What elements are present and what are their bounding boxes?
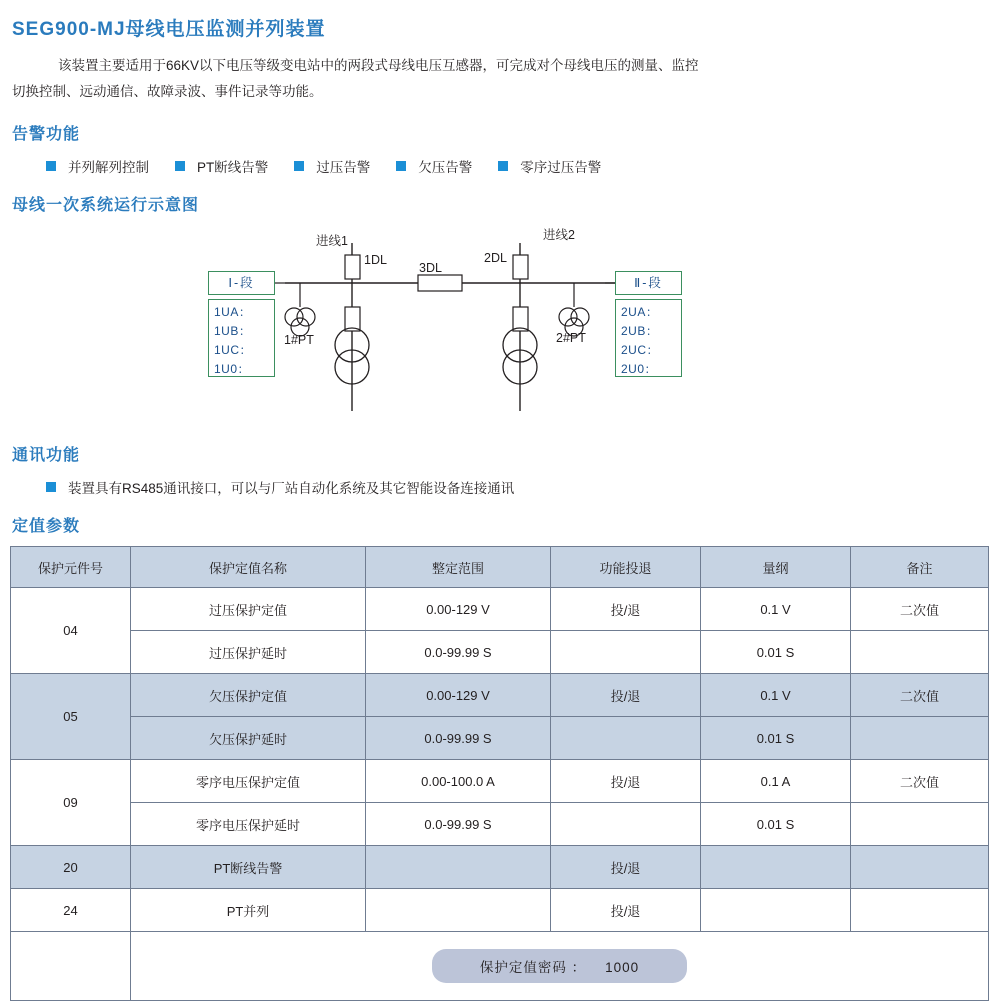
square-bullet-icon	[46, 161, 56, 171]
cell-unit	[701, 846, 851, 889]
cell-note	[851, 803, 989, 846]
alarm-item-4: 零序过压告警	[520, 160, 602, 175]
section-title-params: 定值参数	[12, 518, 81, 535]
th-setting-name: 保护定值名称	[131, 547, 366, 588]
square-bullet-icon	[175, 161, 185, 171]
diagram-label-pt1: 1#PT	[284, 333, 314, 347]
busbar-system-diagram	[0, 221, 1000, 426]
alarm-item-1: PT断线告警	[197, 160, 269, 175]
square-bullet-icon	[396, 161, 406, 171]
cell-range: 0.0-99.99 S	[366, 631, 551, 674]
cell-setting-name: 欠压保护定值	[131, 674, 366, 717]
cell-setting-name: PT断线告警	[131, 846, 366, 889]
cell-range	[366, 846, 551, 889]
cell-note	[851, 717, 989, 760]
cell-component-no: 24	[11, 889, 131, 932]
diagram-label-1dl: 1DL	[364, 253, 387, 267]
th-function: 功能投退	[551, 547, 701, 588]
cell-setting-name: 过压保护延时	[131, 631, 366, 674]
cell-note: 二次值	[851, 760, 989, 803]
cell-setting-name: PT并列	[131, 889, 366, 932]
cell-function: 投/退	[551, 588, 701, 631]
intro-line-1: 该装置主要适用于66KV以下电压等级变电站中的两段式母线电压互感器，可完成对个母线电压的测量、监控	[58, 58, 699, 73]
comm-feature-list	[10, 477, 990, 497]
intro-line-2: 切换控制、远动通信、故障录波、事件记录等功能。	[12, 84, 323, 99]
cell-component-no: 20	[11, 846, 131, 889]
cell-unit: 0.1 A	[701, 760, 851, 803]
password-cell	[131, 932, 989, 1001]
table-row	[11, 846, 989, 889]
cell-unit: 0.1 V	[701, 674, 851, 717]
diagram-segment-1: Ⅰ-段	[208, 271, 275, 295]
table-row	[11, 631, 989, 674]
cell-component-no: 09	[11, 760, 131, 846]
parameters-table	[10, 546, 989, 1001]
diagram-segment-2: Ⅱ-段	[615, 271, 682, 295]
diagram-label-incoming1: 进线1	[316, 234, 348, 248]
comm-item-0: 装置具有RS485通讯接口，可以与厂站自动化系统及其它智能设备连接通讯	[68, 481, 515, 496]
page-title: SEG900-MJ母线电压监测并列装置	[12, 19, 326, 40]
cell-range: 0.00-100.0 A	[366, 760, 551, 803]
cell-function	[551, 717, 701, 760]
right-value-2: 2UC：	[621, 343, 660, 357]
cell-function: 投/退	[551, 674, 701, 717]
cell-setting-name: 零序电压保护延时	[131, 803, 366, 846]
alarm-item-3: 欠压告警	[418, 160, 473, 175]
right-value-3: 2U0：	[621, 362, 658, 376]
th-note: 备注	[851, 547, 989, 588]
right-value-0: 2UA：	[621, 305, 659, 319]
left-value-2: 1UC：	[214, 343, 253, 357]
password-label: 保护定值密码 ：	[479, 960, 587, 975]
square-bullet-icon	[498, 161, 508, 171]
table-header-row	[11, 547, 989, 588]
cell-setting-name: 欠压保护延时	[131, 717, 366, 760]
cell-component-no: 04	[11, 588, 131, 674]
diagram-right-values	[621, 303, 659, 379]
square-bullet-icon	[294, 161, 304, 171]
cell-function: 投/退	[551, 846, 701, 889]
alarm-feature-list	[10, 156, 990, 176]
cell-unit: 0.01 S	[701, 717, 851, 760]
cell-note	[851, 846, 989, 889]
diagram-label-pt2: 2#PT	[556, 331, 586, 345]
cell-range	[366, 889, 551, 932]
cell-function: 投/退	[551, 760, 701, 803]
th-component-no: 保护元件号	[11, 547, 131, 588]
cell-note: 二次值	[851, 674, 989, 717]
table-footer-row	[11, 932, 989, 1001]
cell-unit	[701, 889, 851, 932]
table-row	[11, 760, 989, 803]
table-row	[11, 674, 989, 717]
diagram-label-2dl: 2DL	[484, 251, 507, 265]
left-value-3: 1U0：	[214, 362, 251, 376]
square-bullet-icon	[46, 482, 56, 492]
cell-note: 二次值	[851, 588, 989, 631]
diagram-label-3dl: 3DL	[419, 261, 442, 275]
cell-range: 0.00-129 V	[366, 588, 551, 631]
password-value: 1000	[605, 960, 640, 975]
table-row	[11, 717, 989, 760]
diagram-label-incoming2: 进线2	[543, 228, 575, 242]
intro-paragraph	[10, 53, 990, 105]
cell-function	[551, 803, 701, 846]
section-title-alarm: 告警功能	[12, 126, 81, 143]
cell-unit: 0.01 S	[701, 803, 851, 846]
th-range: 整定范围	[366, 547, 551, 588]
cell-function	[551, 631, 701, 674]
alarm-item-2: 过压告警	[316, 160, 371, 175]
cell-footer-blank	[11, 932, 131, 1001]
password-pill[interactable]	[432, 949, 687, 983]
diagram-left-values	[214, 303, 252, 379]
cell-unit: 0.1 V	[701, 588, 851, 631]
cell-setting-name: 过压保护定值	[131, 588, 366, 631]
cell-function: 投/退	[551, 889, 701, 932]
alarm-item-0: 并列解列控制	[68, 160, 149, 175]
cell-unit: 0.01 S	[701, 631, 851, 674]
cell-note	[851, 889, 989, 932]
cell-component-no: 05	[11, 674, 131, 760]
left-value-1: 1UB：	[214, 324, 252, 338]
cell-range: 0.0-99.99 S	[366, 803, 551, 846]
cell-setting-name: 零序电压保护定值	[131, 760, 366, 803]
right-value-1: 2UB：	[621, 324, 659, 338]
cell-range: 0.0-99.99 S	[366, 717, 551, 760]
cell-range: 0.00-129 V	[366, 674, 551, 717]
left-value-0: 1UA：	[214, 305, 252, 319]
table-row	[11, 889, 989, 932]
cell-note	[851, 631, 989, 674]
th-unit: 量纲	[701, 547, 851, 588]
table-row	[11, 588, 989, 631]
section-title-comm: 通讯功能	[12, 447, 81, 464]
table-row	[11, 803, 989, 846]
section-title-diagram: 母线一次系统运行示意图	[12, 197, 200, 214]
